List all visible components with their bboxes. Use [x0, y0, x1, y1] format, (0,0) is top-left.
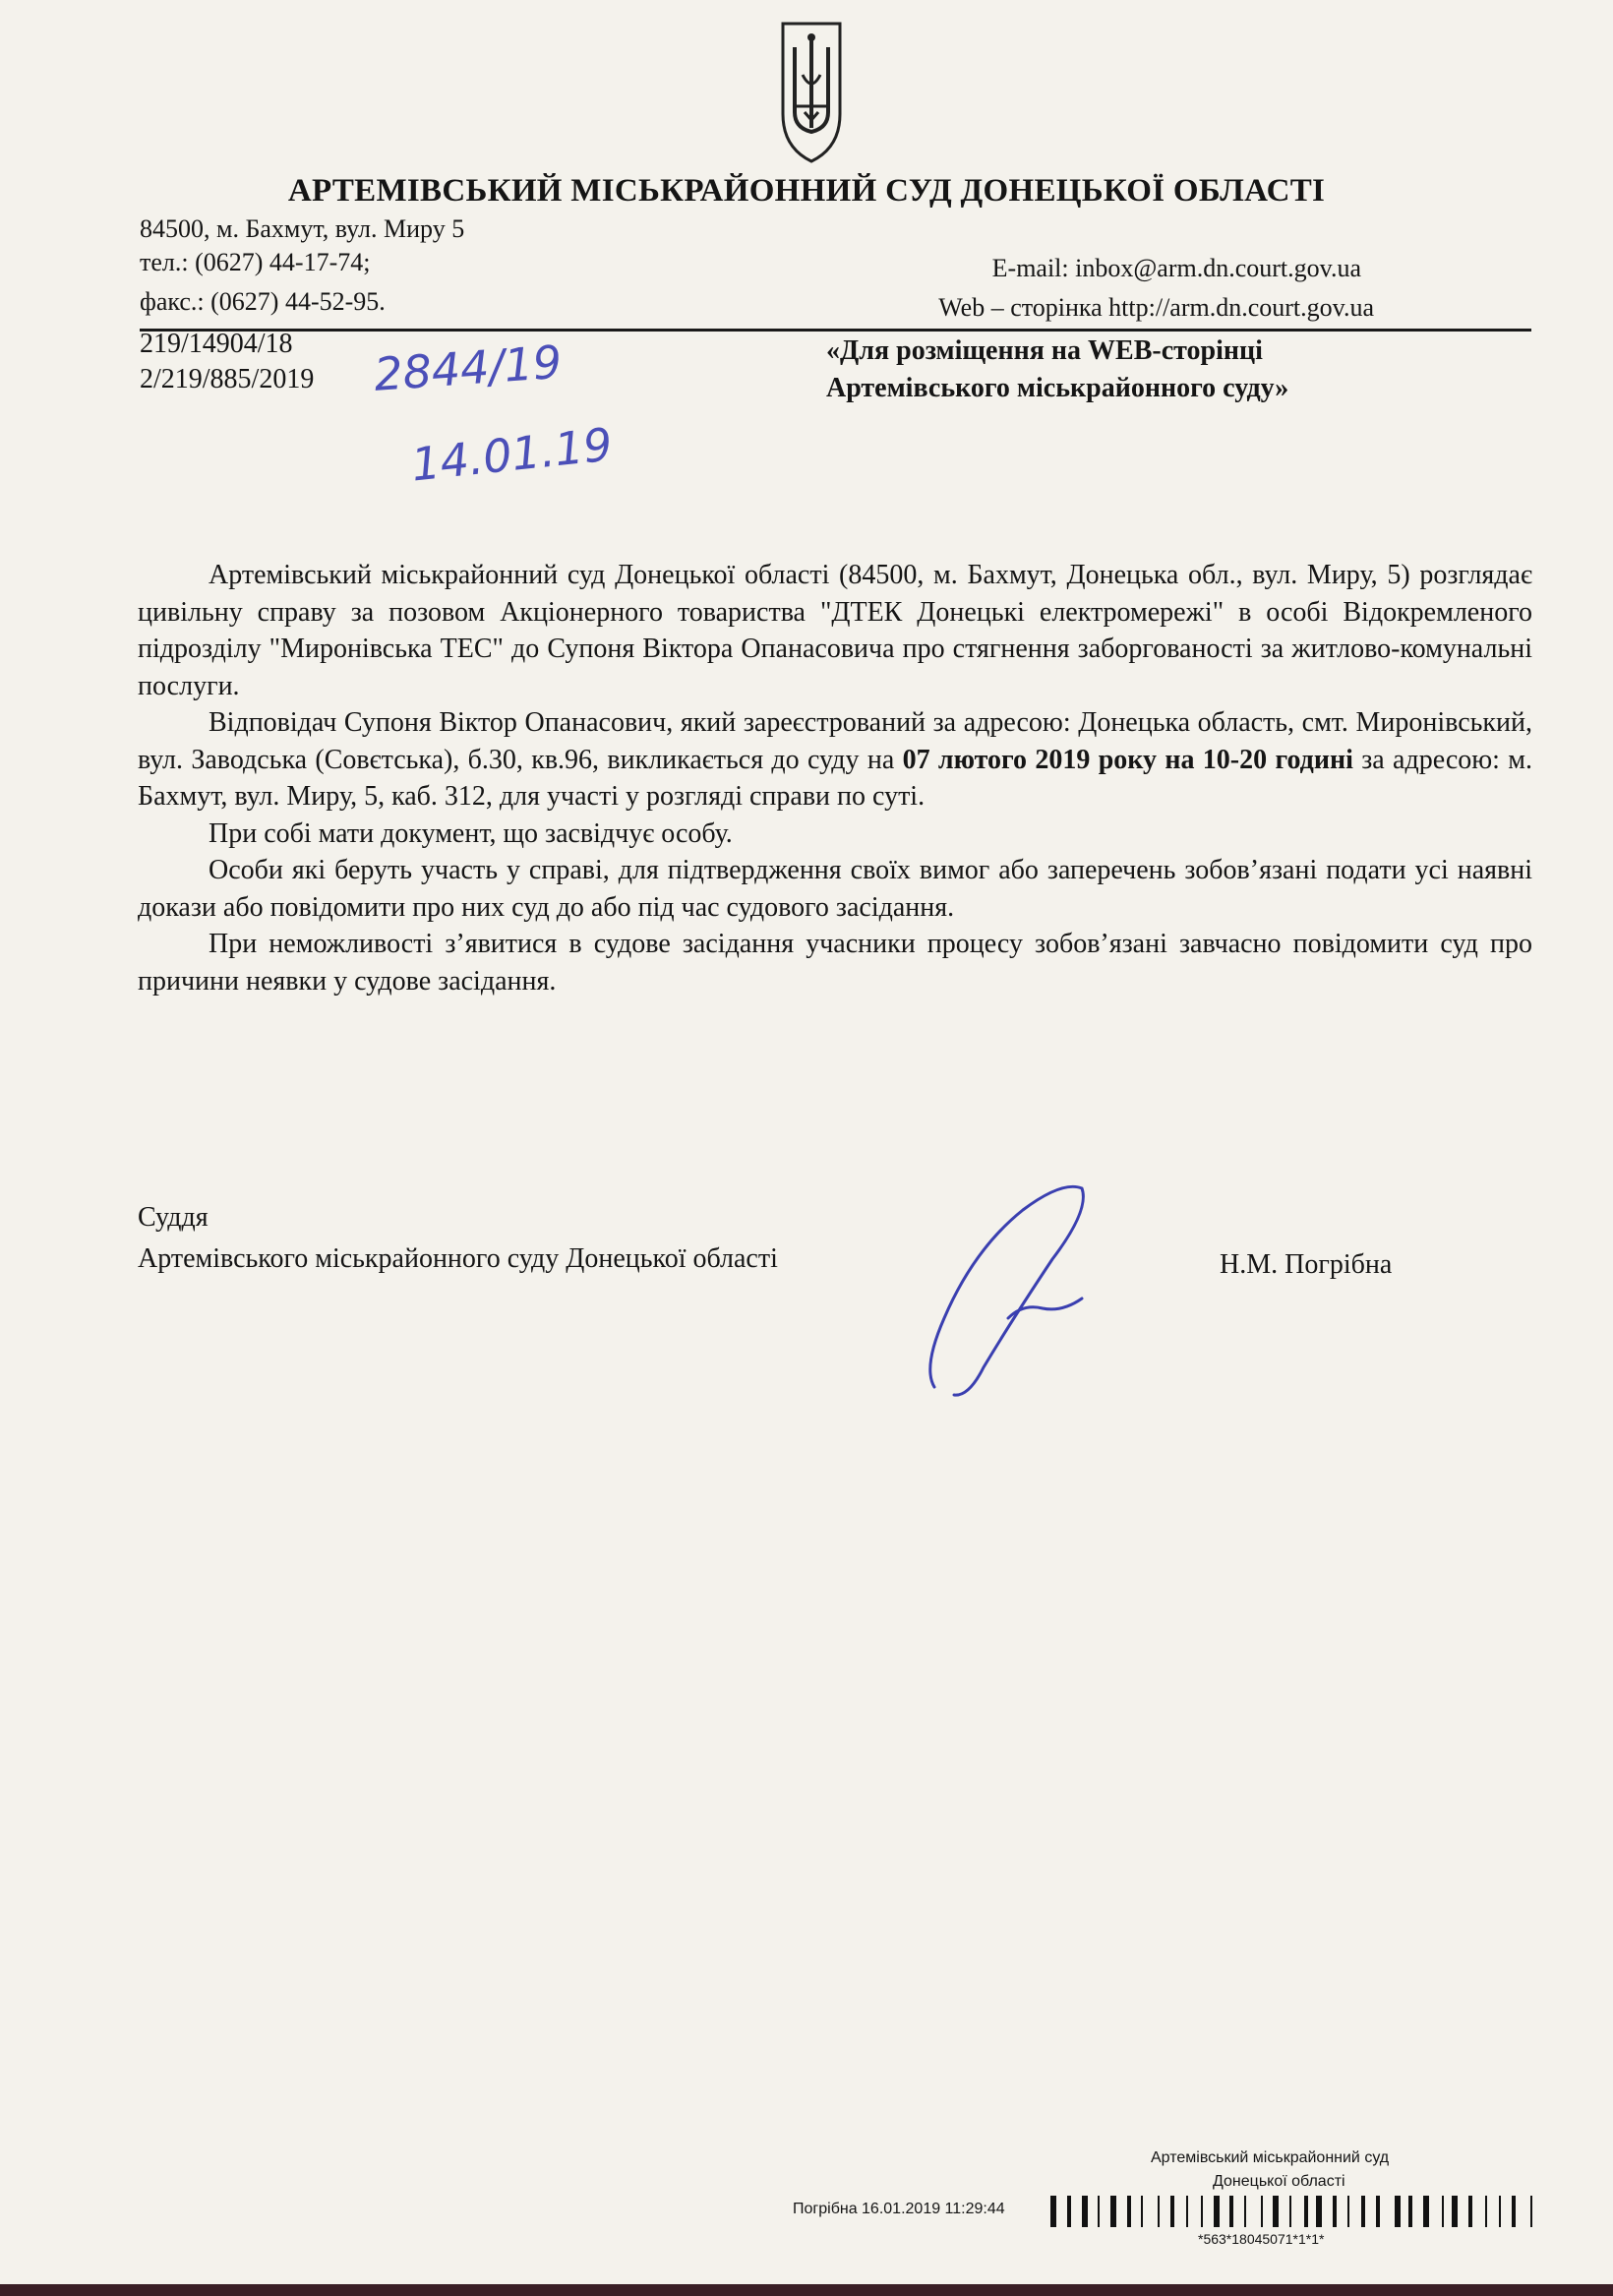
svg-text:2844/19: 2844/19	[372, 334, 564, 401]
barcode-icon	[1050, 2196, 1532, 2227]
hearing-date: 07 лютого 2019 року на 10-20 годині	[902, 744, 1353, 775]
barcode-bar	[1361, 2196, 1365, 2227]
barcode-bar	[1530, 2196, 1532, 2227]
svg-text:14.01.19: 14.01.19	[408, 417, 615, 492]
barcode-bar	[1244, 2196, 1246, 2227]
handwritten-date	[403, 411, 620, 500]
body-paragraph: Особи які беруть участь у справі, для підтвердження своїх вимог або заперечень зобов’язані подати усі наявні докази або повідомити про них суд до або під час судового засідання.	[138, 855, 1532, 923]
barcode-bar	[1214, 2196, 1220, 2227]
judge-title: Суддя	[138, 1202, 209, 1233]
barcode-bar	[1082, 2196, 1088, 2227]
barcode-bar	[1452, 2196, 1458, 2227]
barcode-bar	[1376, 2196, 1380, 2227]
barcode-bar	[1408, 2196, 1412, 2227]
barcode-bar	[1050, 2196, 1056, 2227]
case-number: 219/14904/18	[140, 329, 293, 359]
body-paragraph: Артемівський міськрайонний суд Донецької області (84500, м. Бахмут, Донецька обл., вул. Миру, 5) розглядає цивільну справу за позовом Акціонерного товариства "ДТЕК Донецькі електромережі" в особі Відокремленого підрозділу "Миронівська ТЕС" до Супоня Віктора Опанасовича про стягнення заборгованості за житлово-комунальні послуги.	[138, 560, 1532, 701]
court-fax: факс.: (0627) 44-52-95.	[140, 287, 386, 316]
court-title: АРТЕМІВСЬКИЙ МІСЬКРАЙОННИЙ СУД ДОНЕЦЬКОЇ ОБЛАСТІ	[287, 173, 1326, 209]
barcode-bar	[1289, 2196, 1291, 2227]
barcode-bar	[1261, 2196, 1263, 2227]
court-email: E-mail: inbox@arm.dn.court.gov.ua	[991, 254, 1361, 282]
barcode-bar	[1170, 2196, 1174, 2227]
barcode-bar	[1110, 2196, 1116, 2227]
publication-notice-line: Артемівського міськрайонного суду»	[826, 373, 1289, 403]
judge-name: Н.М. Погрібна	[1220, 1249, 1393, 1280]
proceeding-number: 2/219/885/2019	[140, 364, 315, 394]
court-website: Web – сторінка http://arm.dn.court.gov.ua	[938, 293, 1374, 322]
barcode-number: *563*18045071*1*1*	[1198, 2231, 1325, 2247]
body-text: за адресою: м. Бахмут, вул. Миру, 5, каб. 312, для участі у розгляді справи по суті.	[138, 744, 1533, 812]
header-divider	[140, 329, 1531, 332]
publication-notice	[826, 332, 1288, 407]
handwritten-registration-number	[364, 327, 580, 405]
barcode-bar	[1499, 2196, 1501, 2227]
handwritten-signature	[915, 1171, 1131, 1407]
barcode-bar	[1347, 2196, 1349, 2227]
body-text: Відповідач Супоня Віктор Опанасович, який зареєстрований за адресою: Донецька область, смт. Миронівський, вул. Заводська (Совєтська), б.30, кв.96, викликається до суду на	[138, 707, 1532, 775]
barcode-bar	[1098, 2196, 1100, 2227]
electronic-signature-stamp: Погрібна 16.01.2019 11:29:44	[793, 2201, 1005, 2217]
court-address: 84500, м. Бахмут, вул. Миру 5	[140, 214, 465, 243]
barcode-bar	[1442, 2196, 1444, 2227]
barcode-bar	[1229, 2196, 1233, 2227]
barcode-bar	[1512, 2196, 1516, 2227]
court-phone: тел.: (0627) 44-17-74;	[140, 248, 371, 276]
barcode-bar	[1158, 2196, 1160, 2227]
barcode-bar	[1273, 2196, 1279, 2227]
barcode-bar	[1127, 2196, 1131, 2227]
body-paragraph: При собі мати документ, що засвідчує особу.	[209, 817, 733, 849]
summons-body	[138, 557, 1532, 999]
barcode-bar	[1141, 2196, 1143, 2227]
stamp-court-name: Артемівський міськрайонний суд	[1151, 2149, 1390, 2166]
scan-edge	[0, 2284, 1613, 2296]
barcode-bar	[1423, 2196, 1429, 2227]
body-paragraph: При неможливості з’явитися в судове засідання учасники процесу зобов’язані завчасно повідомити суд про причини неявки у судове засідання.	[138, 929, 1532, 997]
barcode-bar	[1395, 2196, 1401, 2227]
body-paragraph	[138, 704, 1532, 816]
publication-notice-line: «Для розміщення на WEB-сторінці	[826, 335, 1263, 366]
stamp-region: Донецької області	[1213, 2173, 1345, 2190]
barcode-bar	[1304, 2196, 1308, 2227]
coat-of-arms-icon	[777, 18, 846, 165]
barcode-bar	[1485, 2196, 1487, 2227]
barcode-bar	[1333, 2196, 1337, 2227]
barcode-bar	[1316, 2196, 1322, 2227]
barcode-bar	[1067, 2196, 1071, 2227]
barcode-bar	[1201, 2196, 1203, 2227]
barcode-bar	[1468, 2196, 1472, 2227]
judge-court: Артемівського міськрайонного суду Донецької області	[138, 1243, 778, 1274]
barcode-bar	[1186, 2196, 1188, 2227]
